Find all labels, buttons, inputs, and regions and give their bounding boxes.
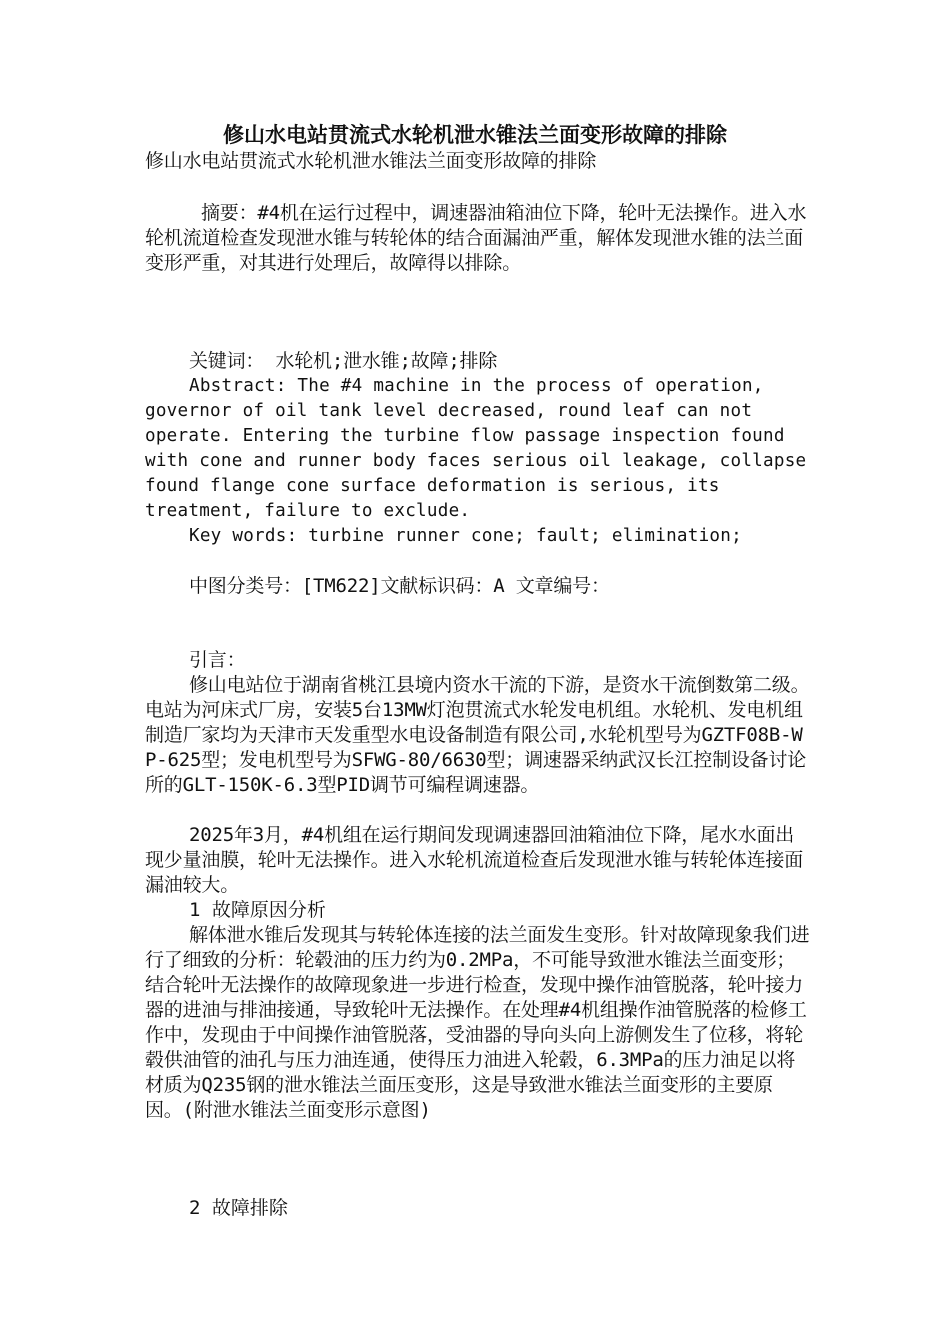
- classification-line: 中图分类号：[TM622]文献标识码：A 文章编号：: [189, 575, 610, 597]
- intro-label: 引言：: [189, 649, 246, 671]
- abstract-cn: 摘要：#4机在运行过程中，调速器油箱油位下降，轮叶无法操作。进入水轮机流道检查发现泄水锥与转轮体的结合面漏油严重，解体发现泄水锥的法兰面变形严重，对其进行处理后，故障得以排除。: [145, 202, 807, 274]
- intro-paragraph-1: 修山电站位于湖南省桃江县境内资水干流的下游，是资水干流倒数第二级。电站为河床式厂房，安装5台13MW灯泡贯流式水轮发电机组。水轮机、发电机组制造厂家均为天津市天发重型水电设备制造有限公司,水轮机型号为GZTF08B-WP-625型；发电机型号为SFWG-80/6630型；调速器采纳武汉长江控制设备讨论所的GLT-150K-6.3型PID调节可编程调速器。: [145, 674, 810, 796]
- section-1-paragraph: 解体泄水锥后发现其与转轮体连接的法兰面发生变形。针对故障现象我们进行了细致的分析：轮毂油的压力约为0.2MPa，不可能导致泄水锥法兰面变形；结合轮叶无法操作的故障现象进一步进行检查，发现中操作油管脱落，轮叶接力器的进油与排油接通，导致轮叶无法操作。在处理#4机组操作油管脱落的检修工作中，发现由于中间操作油管脱落，受油器的导向头向上游侧发生了位移，将轮毂供油管的油孔与压力油连通，使得压力油进入轮毂，6.3MPa的压力油足以将材质为Q235钢的泄水锥法兰面压变形，这是导致泄水锥法兰面变形的主要原因。(附泄水锥法兰面变形示意图): [145, 924, 810, 1121]
- document-subtitle: 修山水电站贯流式水轮机泄水锥法兰面变形故障的排除: [145, 150, 597, 172]
- section-1-heading: 1 故障原因分析: [189, 899, 326, 921]
- section-2-heading: 2 故障排除: [189, 1197, 288, 1219]
- abstract-en: Abstract: The #4 machine in the process of operation, governor of oil tank level decreased, round leaf can not operate. Entering the turbine flow passage inspection found with cone and runner body faces serious oil leakage, collapse found flange cone surface deformation is serious, its treatment, failure to exclude.: [145, 376, 807, 521]
- keywords-cn: 关键词： 水轮机;泄水锥;故障;排除: [189, 350, 498, 372]
- keywords-en: Key words: turbine runner cone; fault; elimination;: [189, 526, 742, 546]
- intro-paragraph-2: 2025年3月，#4机组在运行期间发现调速器回油箱油位下降，尾水水面出现少量油膜，轮叶无法操作。进入水轮机流道检查后发现泄水锥与转轮体连接面漏油较大。: [145, 824, 804, 896]
- document-title: 修山水电站贯流式水轮机泄水锥法兰面变形故障的排除: [223, 123, 727, 147]
